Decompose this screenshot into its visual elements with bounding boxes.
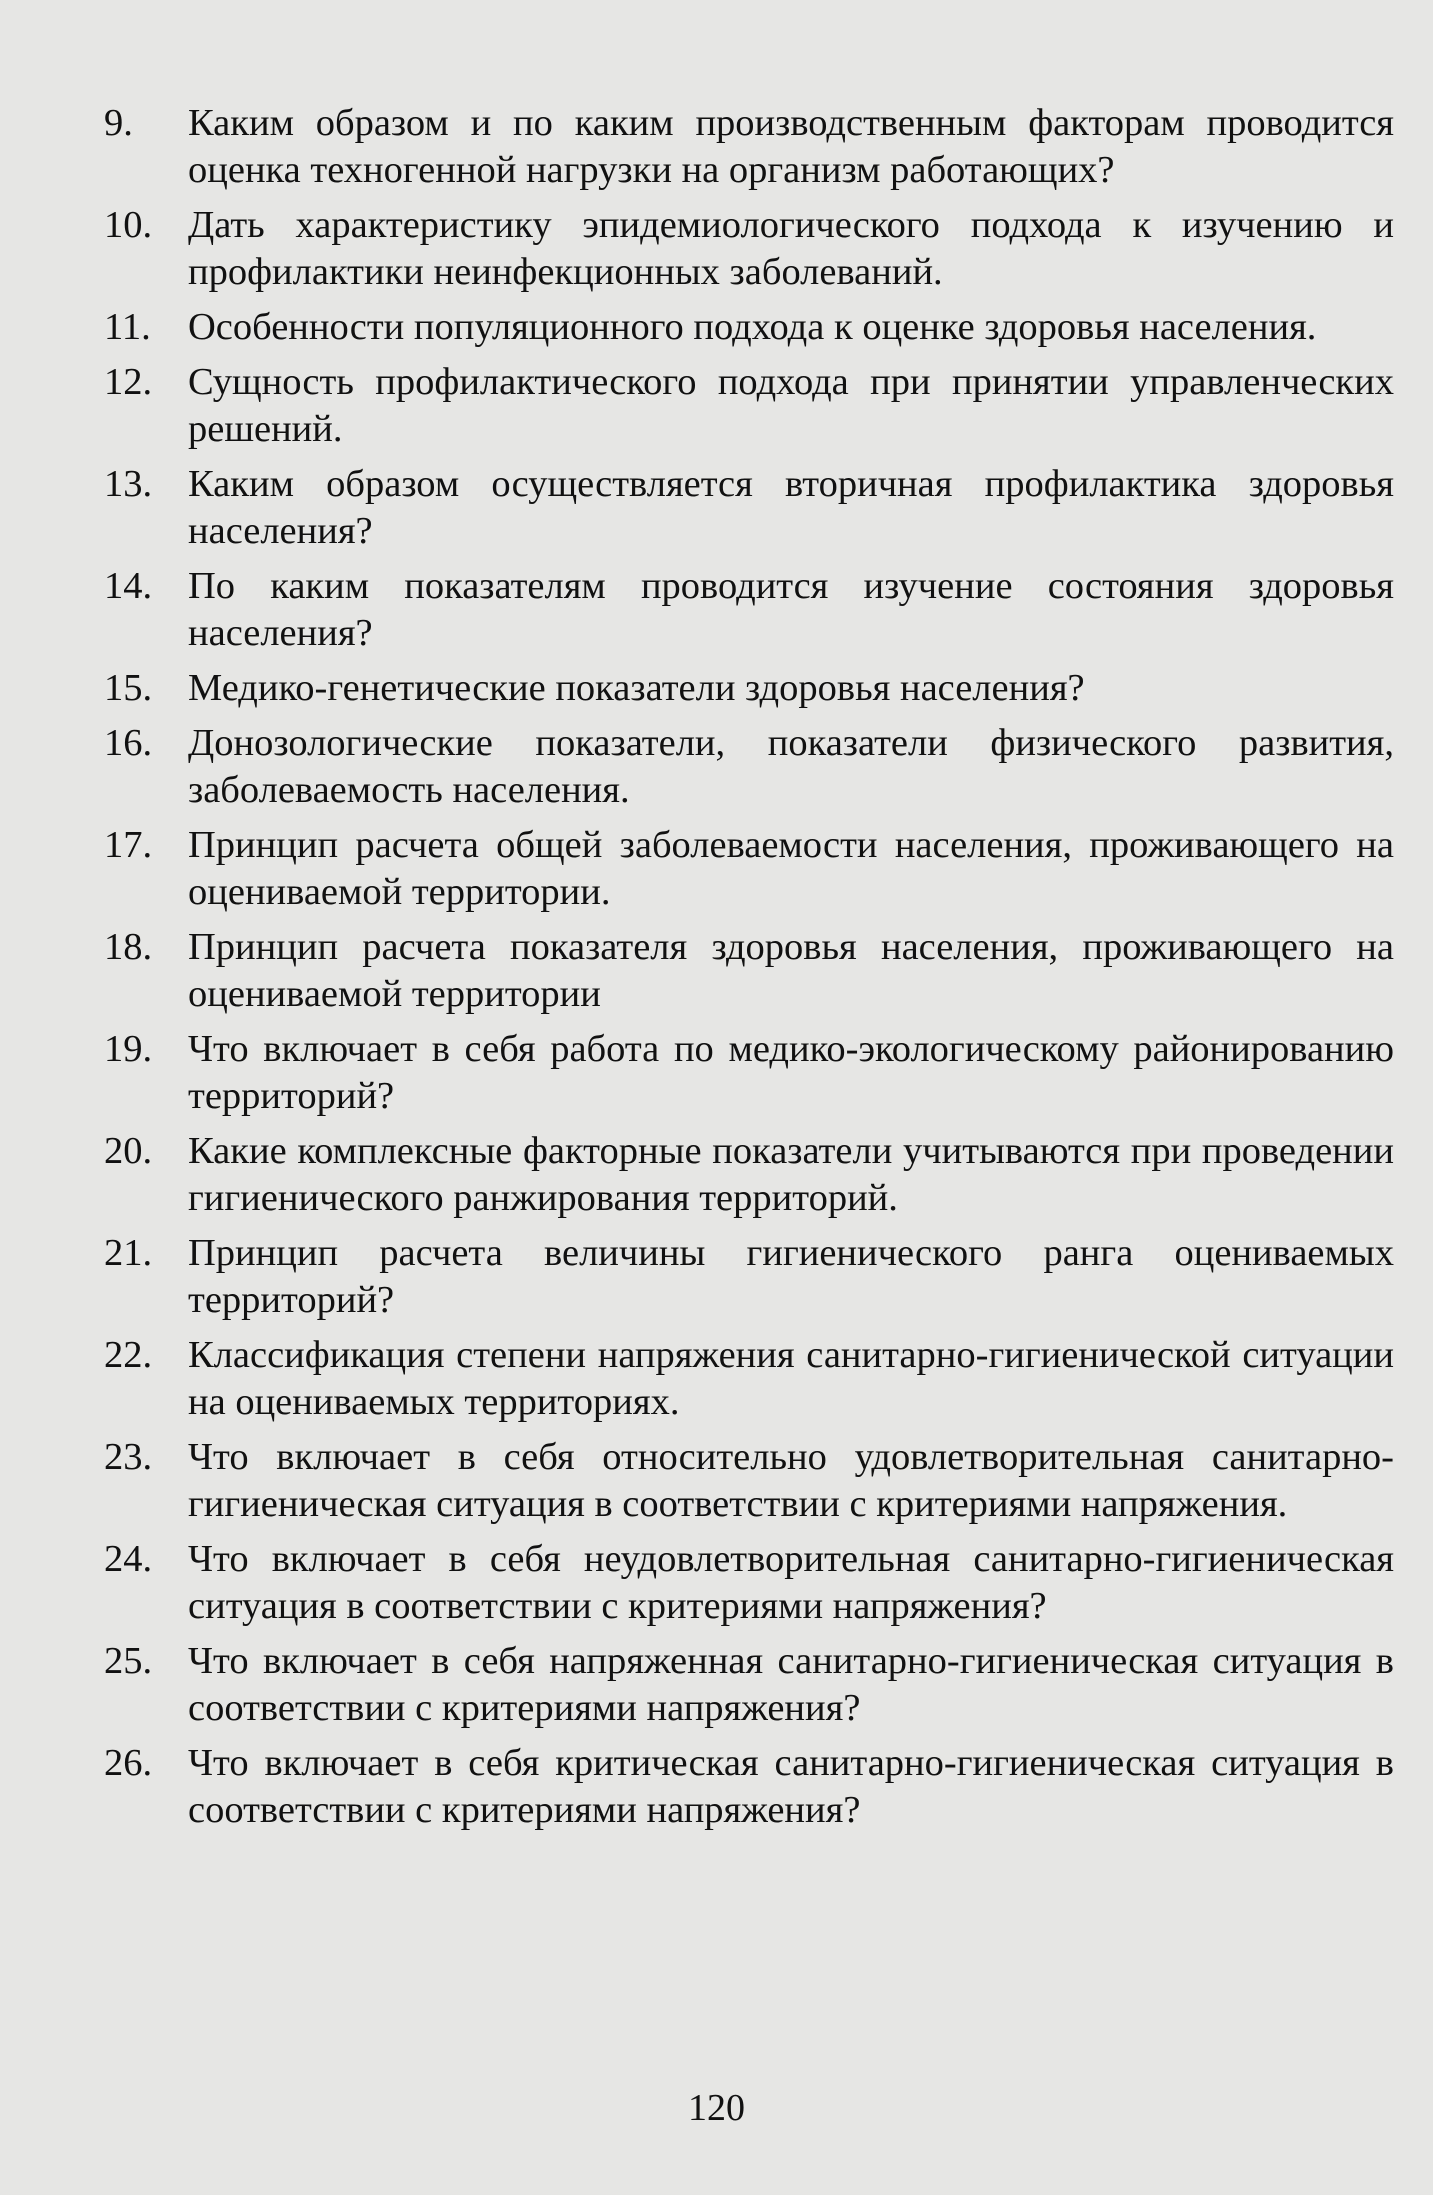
question-text: Принцип расчета величины гигиенического ранга оцениваемых территорий? xyxy=(188,1232,1394,1321)
list-item xyxy=(104,1230,1394,1324)
list-item xyxy=(104,1026,1394,1120)
question-list xyxy=(104,100,1394,1842)
question-number: 21. xyxy=(104,1232,153,1274)
question-text: По каким показателям проводится изучение состояния здоровья населения? xyxy=(188,565,1394,654)
question-number: 17. xyxy=(104,824,153,866)
question-number: 19. xyxy=(104,1028,153,1070)
question-number: 9. xyxy=(104,102,133,144)
question-number: 10. xyxy=(104,204,153,246)
list-item xyxy=(104,1536,1394,1630)
question-number: 25. xyxy=(104,1640,153,1682)
question-number: 13. xyxy=(104,463,153,505)
list-item xyxy=(104,461,1394,555)
question-number: 11. xyxy=(104,306,151,348)
question-number: 15. xyxy=(104,667,153,709)
list-item xyxy=(104,1332,1394,1426)
list-item xyxy=(104,202,1394,296)
question-text: Что включает в себя критическая санитарно-гигиеническая ситуация в соответствии с критериями напряжения? xyxy=(188,1742,1394,1831)
list-item xyxy=(104,1128,1394,1222)
question-text: Медико-генетические показатели здоровья населения? xyxy=(188,667,1085,709)
question-number: 16. xyxy=(104,722,153,764)
list-item xyxy=(104,822,1394,916)
list-item xyxy=(104,720,1394,814)
question-number: 18. xyxy=(104,926,153,968)
question-text: Принцип расчета показателя здоровья населения, проживающего на оцениваемой территории xyxy=(188,926,1394,1015)
question-text: Что включает в себя напряженная санитарно-гигиеническая ситуация в соответствии с критериями напряжения? xyxy=(188,1640,1394,1729)
question-number: 22. xyxy=(104,1334,153,1376)
question-number: 20. xyxy=(104,1130,153,1172)
list-item xyxy=(104,665,1394,712)
question-text: Что включает в себя работа по медико-экологическому районированию территорий? xyxy=(188,1028,1394,1117)
list-item xyxy=(104,924,1394,1018)
question-number: 26. xyxy=(104,1742,153,1784)
question-number: 24. xyxy=(104,1538,153,1580)
question-text: Дать характеристику эпидемиологического подхода к изучению и профилактики неинфекционных заболеваний. xyxy=(188,204,1394,293)
question-text: Сущность профилактического подхода при принятии управленческих решений. xyxy=(188,361,1394,450)
list-item xyxy=(104,1434,1394,1528)
list-item xyxy=(104,304,1394,351)
list-item xyxy=(104,563,1394,657)
list-item xyxy=(104,1740,1394,1834)
question-text: Что включает в себя неудовлетворительная санитарно-гигиеническая ситуация в соответствии с критериями напряжения? xyxy=(188,1538,1394,1627)
question-text: Каким образом и по каким производственным факторам проводится оценка техногенной нагрузки на организм работающих? xyxy=(188,102,1394,191)
question-text: Что включает в себя относительно удовлетворительная санитарно-гигиеническая ситуация в соответствии с критериями напряжения. xyxy=(188,1436,1394,1525)
question-text: Особенности популяционного подхода к оценке здоровья населения. xyxy=(188,306,1317,348)
list-item xyxy=(104,359,1394,453)
list-item xyxy=(104,100,1394,194)
question-number: 12. xyxy=(104,361,153,403)
question-text: Донозологические показатели, показатели физического развития, заболеваемость населения. xyxy=(188,722,1394,811)
question-text: Классификация степени напряжения санитарно-гигиенической ситуации на оцениваемых территориях. xyxy=(188,1334,1394,1423)
question-text: Принцип расчета общей заболеваемости населения, проживающего на оцениваемой территории. xyxy=(188,824,1394,913)
list-item xyxy=(104,1638,1394,1732)
page-number: 120 xyxy=(688,2087,745,2129)
question-number: 14. xyxy=(104,565,153,607)
question-text: Какие комплексные факторные показатели учитываются при проведении гигиенического ранжирования территорий. xyxy=(188,1130,1394,1219)
question-text: Каким образом осуществляется вторичная профилактика здоровья населения? xyxy=(188,463,1394,552)
question-number: 23. xyxy=(104,1436,153,1478)
